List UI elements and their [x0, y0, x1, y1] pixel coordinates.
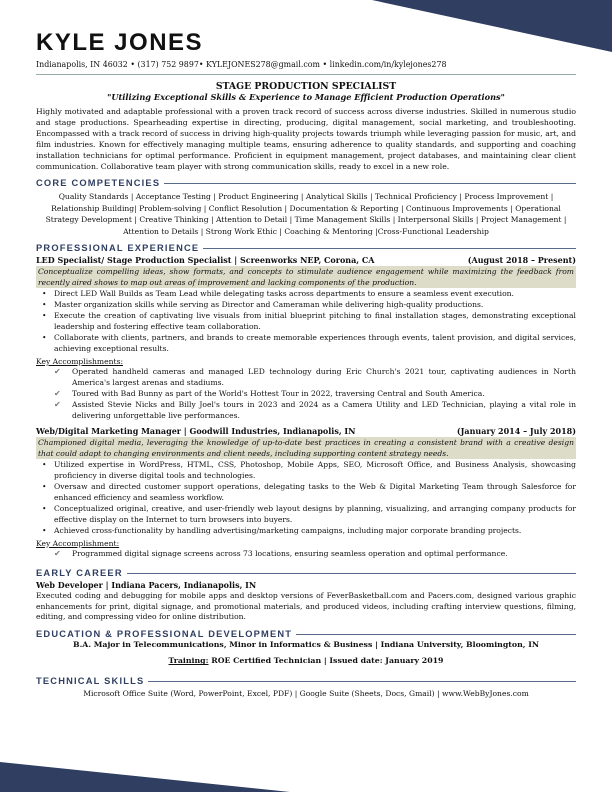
job-bullets: [36, 460, 576, 536]
section-professional-experience: [36, 243, 576, 253]
headline-title: STAGE PRODUCTION SPECIALIST: [215, 81, 397, 92]
accomplishment-text: Programmed digital signage screens across 73 locations, ensuring seamless operation and optimal performance.: [72, 548, 508, 558]
job-bullets: [36, 289, 576, 354]
checkmark-icon: ✔: [54, 399, 61, 409]
accomplishment-text: Toured with Bad Bunny as part of the World's Hottest Tour in 2022, traversing Central and South America.: [72, 388, 485, 398]
list-item: • Master organization skills while serving as Director and Cameraman while delivering high-quality productions.: [36, 300, 576, 311]
key-accomplishment-label: Key Accomplishment:: [36, 538, 120, 548]
section-divider: [148, 681, 576, 682]
headline-tagline: "Utilizing Exceptional Skills & Experience to Manage Efficient Production Operations": [107, 92, 505, 102]
section-technical-skills: [36, 676, 576, 686]
accomplishment-text: Assisted Stevie Nicks and Billy Joel's tours in 2023 and 2024 as a Camera Utility and LED Technician, playing a vital role in delivering unforgettable live performances.: [72, 399, 576, 420]
section-core-competencies: [36, 178, 576, 188]
technical-skills-list: Microsoft Office Suite (Word, PowerPoint, Excel, PDF) | Google Suite (Sheets, Docs, Gmail) | www.WebByJones.com: [83, 689, 529, 699]
job-dates: (January 2014 – July 2018): [456, 426, 576, 437]
list-item: [36, 400, 576, 422]
checkmark-icon: ✔: [54, 388, 61, 398]
training: [36, 655, 576, 667]
degree: B.A. Major in Telecommunications, Minor in Informatics & Business | Indiana University, Bloomington, IN: [73, 640, 539, 650]
checkmark-icon: ✔: [54, 366, 61, 376]
header-divider: [36, 74, 576, 75]
section-title: EARLY CAREER: [36, 567, 123, 578]
job-description: Conceptualize compelling ideas, show formats, and concepts to stimulate audience engagement while maximizing the feedback from recently aired shows to map out areas of improvement and lacking components of the production.: [38, 267, 574, 288]
training-text: ROE Certified Technician | Issued date: January 2019: [211, 656, 444, 666]
candidate-name: KYLE JONES: [36, 29, 204, 56]
job-dates: (August 2018 – Present): [467, 255, 576, 266]
list-item: [36, 549, 576, 560]
job-description: Championed digital media, leveraging the knowledge of up-to-date best practices in creating a consistent brand with a creative design that could adapt to changing environments and client needs, including supporting content strategy needs.: [38, 438, 574, 459]
key-accomplishments-label: Key Accomplishments:: [36, 356, 124, 366]
section-title: EDUCATION & PROFESSIONAL DEVELOPMENT: [36, 629, 293, 640]
section-divider: [203, 248, 576, 249]
list-item: • Utilized expertise in WordPress, HTML, CSS, Photoshop, Mobile Apps, SEO, Microsoft Office, and Business Analysis, showcasing proficiency in diverse digital tools and technologies.: [36, 460, 576, 482]
accomplishment-text: Operated handheld cameras and managed LED technology during Eric Church's 2021 tour, captivating audiences in North America's largest arenas and stadiums.: [72, 366, 576, 387]
list-item: • Execute the creation of captivating live visuals from initial blueprint pitching to final installation stages, demonstrating exceptional leadership and fostering effective team collaboration.: [36, 311, 576, 333]
checkmark-icon: ✔: [54, 548, 61, 558]
list-item: [36, 389, 576, 400]
competencies-list: Quality Standards | Acceptance Testing | Product Engineering | Analytical Skills | Technical Proficiency | Process Improvement | Relationship Building| Problem-solving | Conflict Resolution | Documentation & Reporting | Continuous Improvements | Operational Strategy Development | Creative Thinking | Attention to Detail | Time Management Skills | Interpersonal Skills | Project Management | Attention to Details | Strong Work Ethic | Coaching & Mentoring |Cross-Functional Leadership: [45, 192, 567, 236]
section-education: [36, 629, 576, 639]
section-divider: [164, 183, 576, 184]
list-item: • Conceptualized original, creative, and user-friendly web layout designs by planning, visualizing, and arranging company products for effective display on the Internet to turn browsers into buyers.: [36, 504, 576, 526]
profile-summary: Highly motivated and adaptable professional with a proven track record of success across diverse industries. Skilled in numerous studio and stage productions. Spearheading expertise in directing, producing, digital management, social marketing, and troubleshooting. Encompassed with a track record of success in driving high-quality projects towards triumph while leveraging passion for music, art, and film industries. Known for effectively managing multiple teams, ensuring adherence to quality standards, and supporting and coaching installation technicians for optimal performance. Proficient in equipment management, project databases, and maintaining clear client communication. Collaborative team player with strong communication skills, ready to excel in a new role.: [36, 107, 576, 171]
resume-page: [36, 30, 576, 699]
training-label: Training:: [168, 656, 209, 666]
section-title: CORE COMPETENCIES: [36, 178, 161, 189]
job-header: [36, 255, 576, 266]
section-title: PROFESSIONAL EXPERIENCE: [36, 243, 200, 254]
job-header: [36, 426, 576, 437]
corner-decoration-bottom: [0, 762, 290, 792]
section-early-career: [36, 568, 576, 578]
accomplishment-list: [36, 549, 576, 560]
section-title: TECHNICAL SKILLS: [36, 676, 145, 687]
section-divider: [296, 634, 576, 635]
early-career-text: Executed coding and debugging for mobile apps and desktop versions of FeverBasketball.com and Pacers.com, designed various graphic enhancements for print, digital signage, and promotional materials, and produced videos, including crafting interview questions, filming, editing, and compressing video for online distribution.: [36, 590, 576, 622]
list-item: • Direct LED Wall Builds as Team Lead while delegating tasks across departments to ensure a seamless event execution.: [36, 289, 576, 300]
list-item: [36, 367, 576, 389]
section-divider: [127, 573, 576, 574]
accomplishment-list: [36, 367, 576, 422]
list-item: • Achieved cross-functionality by handling advertising/marketing campaigns, including major corporate branding projects.: [36, 526, 576, 537]
list-item: • Oversaw and directed customer support operations, delegating tasks to the Web & Digital Marketing Team through Salesforce for enhanced efficiency and seamless workflow.: [36, 482, 576, 504]
job-role: Web/Digital Marketing Manager | Goodwill Industries, Indianapolis, IN: [36, 426, 356, 437]
job-role: LED Specialist/ Stage Production Specialist | Screenworks NEP, Corona, CA: [36, 255, 375, 266]
contact-line: Indianapolis, IN 46032 • (317) 752 9897• KYLEJONES278@gmail.com • linkedin.com/in/kylejones278: [36, 60, 447, 69]
list-item: • Collaborate with clients, partners, and brands to create memorable experiences through events, talent provision, and digital services, achieving exceptional results.: [36, 333, 576, 355]
early-career-role: Web Developer | Indiana Pacers, Indianapolis, IN: [36, 579, 257, 590]
